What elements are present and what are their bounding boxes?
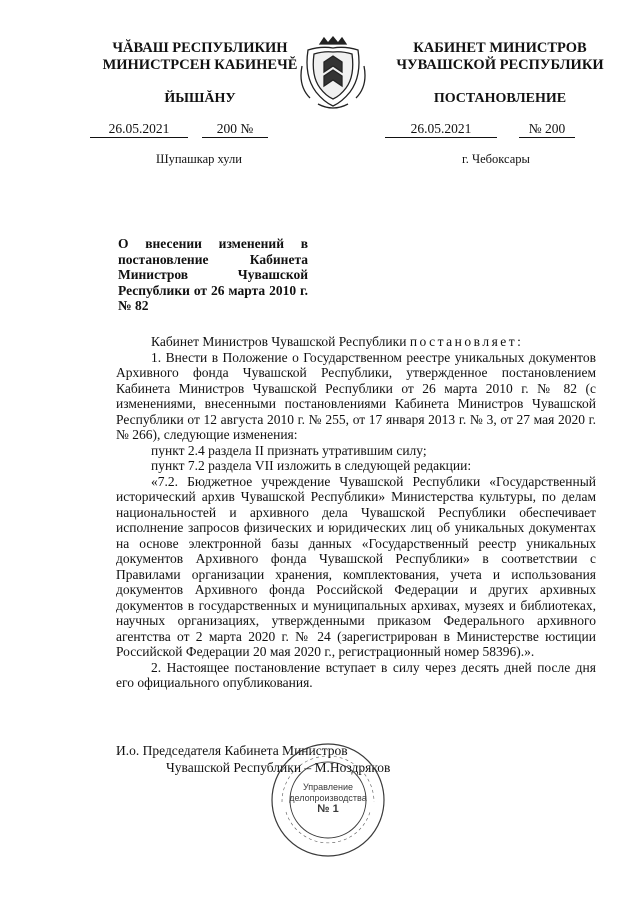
paragraph-2: пункт 2.4 раздела II признать утратившим силу; <box>151 442 427 458</box>
header-left-line1: ЧĂВАШ РЕСПУБЛИКИН <box>112 40 288 56</box>
place-right: г. Чебоксары <box>462 152 530 166</box>
intro-paragraph <box>116 334 596 350</box>
place-left: Шупашкар хули <box>156 152 242 166</box>
stamp-line3: № 1 <box>317 803 339 815</box>
paragraph-4: «7.2. Бюджетное учреждение Чувашской Республики «Государственный исторический архив Чувашской Республики» Министерства культуры, по делам национальностей и архивного дела Чувашской Республики обеспечивает исполнение запросов физических и юридических лиц об уникальных документах на основе электронной базы данных «Государственный реестр уникальных документов Архивного фонда Чувашской Республики» в соответствии с Правилами организации хранения, комплектования, учета и использования документов Архивного фонда Российской Федерации и других архивных документов в государственных и муниципальных архивах, музеях и библиотеках, научных организациях, утвержденными приказом Федерального архивного агентства от 2 марта 2020 г. № 24 (зарегистрирован в Министерстве юстиции Российской Федерации 20 мая 2020 г., регистрационный номер 58396).». <box>116 473 596 659</box>
number-left: 200 № <box>202 121 268 138</box>
official-stamp <box>268 740 388 860</box>
coat-of-arms-icon <box>298 36 368 112</box>
paragraph-5: 2. Настоящее постановление вступает в силу через десять дней после дня его официального опубликования. <box>116 659 596 690</box>
document-body <box>116 334 596 691</box>
dateline-right <box>385 121 605 138</box>
intro-prefix: Кабинет Министров Чувашской Республики <box>151 334 410 349</box>
paragraph-3: пункт 7.2 раздела VII изложить в следующей редакции: <box>151 458 472 473</box>
date-left: 26.05.2021 <box>90 121 188 138</box>
signature-line1: И.о. Председателя Кабинета Министров <box>116 743 348 758</box>
number-right: № 200 <box>519 121 575 138</box>
doc-type-left: ЙЫШĂНУ <box>164 91 236 106</box>
header-left-line2: МИНИСТРСЕН КАБИНЕЧĔ <box>102 57 298 73</box>
header-right-line2: ЧУВАШСКОЙ РЕСПУБЛИКИ <box>396 57 604 73</box>
intro-verb: постановляет: <box>409 334 524 349</box>
doc-type-right: ПОСТАНОВЛЕНИЕ <box>433 91 567 106</box>
header-left <box>80 40 320 74</box>
signature-line2: Чувашской Республики – М.Ноздряков <box>166 760 391 775</box>
header-right-line1: КАБИНЕТ МИНИСТРОВ <box>413 40 587 56</box>
stamp-text <box>268 782 388 815</box>
stamp-line1: Управление <box>302 782 354 792</box>
dateline-left <box>90 121 290 138</box>
paragraph-1: 1. Внести в Положение о Государственном реестре уникальных документов Архивного фонда Чувашской Республики, утвержденное постановлением Кабинета Министров Чувашской Республики от 26 марта 2010 г. № 82 (с изменениями, внесенными постановлениями Кабинета Министров Чувашской Республики от 12 августа 2010 г. № 255, от 17 января 2013 г. № 3, от 27 мая 2020 г. № 266), следующие изменения: <box>116 349 596 442</box>
stamp-line2: делопроизводства <box>289 793 367 803</box>
header-right <box>380 40 620 74</box>
document-title: О внесении изменений в постановление Кабинета Министров Чувашской Республики от 26 марта 2010 г. № 82 <box>118 236 308 313</box>
date-right: 26.05.2021 <box>385 121 497 138</box>
